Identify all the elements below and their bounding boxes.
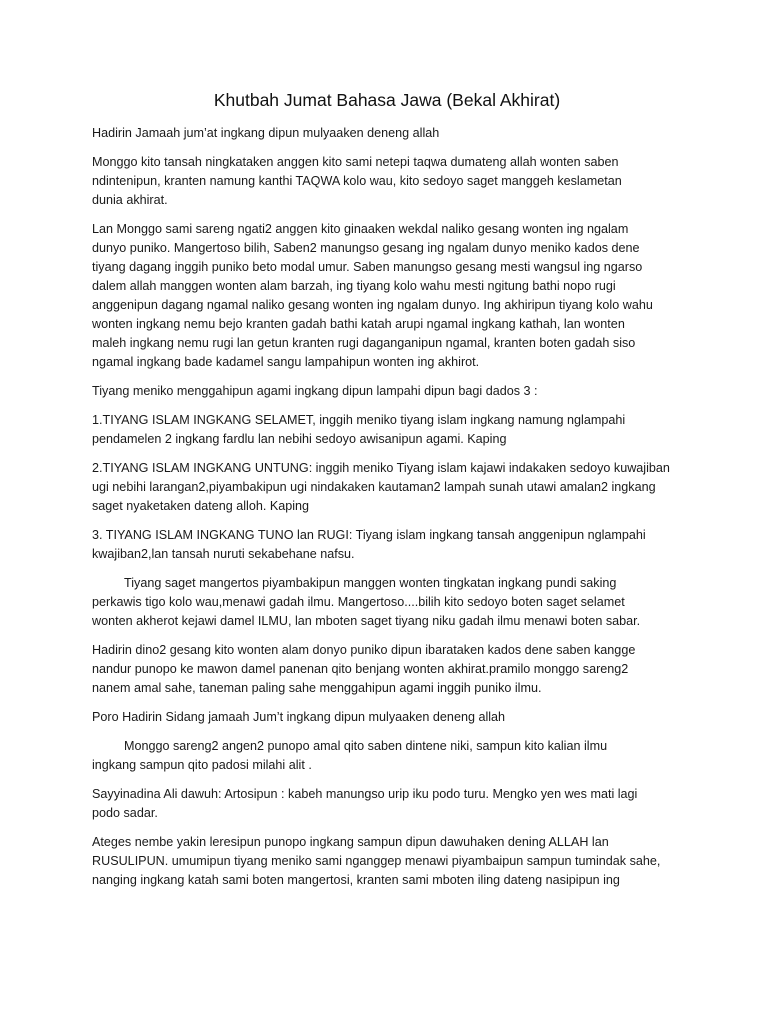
paragraph-type-selamet: 1.TIYANG ISLAM INGKANG SELAMET, inggih meniko tiyang islam ingkang namung nglampahi pendamelen 2 ingkang fardlu lan nebihi sedoyo awisanipun agami. Kaping (92, 413, 626, 446)
paragraph-amal-reflection: Monggo sareng2 angen2 punopo amal qito saben dintene niki, sampun kito kalian ilmu ingkang sampun qito padosi milahi alit . (92, 739, 608, 772)
paragraph-trade-analogy: Lan Monggo sami sareng ngati2 anggen kito ginaaken wekdal naliko gesang wonten ing ngalam dunyo puniko. Mangertoso bilih, Saben2 manungso gesang ing ngalam dunyo meniko kados dene tiyang dagang inggih puniko beto modal umur. Saben manungso gesang mesti wangsul ing ngarso dalem allah manggen wonten alam barzah, ing tiyang kolo wahu mesti ngitung bathi nopo rugi anggenipun dagang ngamal naliko gesang wonten ing ngalam dunyo. Ing akhiripun tiyang kolo wahu wonten ingkang nemu bejo kranten gadah bathi katah arupi ngamal ingkang kathah, lan wonten maleh ingkang nemu rugi lan getun kranten rugi daganganipun ngamal, kranten boten gadah siso ngamal ingkang bade kadamel sangu lampahipun wonten ing akhirot. (92, 222, 653, 369)
paragraph-three-types-intro: Tiyang meniko menggahipun agami ingkang dipun lampahi dipun bagi dados 3 : (92, 384, 538, 398)
paragraph-taqwa: Monggo kito tansah ningkataken anggen kito sami netepi taqwa dumateng allah wonten saben ndintenipun, kranten namung kanthi TAQWA kolo wau, kito sedoyo saget manggeh keslametan dunia akhirat. (92, 155, 622, 207)
paragraph-greeting: Hadirin Jamaah jum’at ingkang dipun mulyaaken deneng allah (92, 126, 440, 140)
document-title: Khutbah Jumat Bahasa Jawa (Bekal Akhirat) (213, 90, 561, 110)
paragraph-ali-quote: Sayyinadina Ali dawuh: Artosipun : kabeh manungso urip iku podo turu. Mengko yen wes mati lagi podo sadar. (92, 787, 638, 820)
document-body (92, 88, 682, 900)
paragraph-hadirin-address: Poro Hadirin Sidang jamaah Jum’t ingkang dipun mulyaaken deneng allah (92, 710, 506, 724)
paragraph-closing: Ateges nembe yakin leresipun punopo ingkang sampun dipun dawuhaken dening ALLAH lan RUSULIPUN. umumipun tiyang meniko sami nganggep menawi piyambaipun sampun tumindak sahe, nanging ingkang katah sami boten mangertosi, kranten sami mboten iling dateng nasipipun ing (92, 835, 661, 887)
paragraph-type-untung: 2.TIYANG ISLAM INGKANG UNTUNG: inggih meniko Tiyang islam kajawi indakaken sedoyo kuwajiban ugi nebihi larangan2,piyambakipun ugi nindakaken kautaman2 lampah sunah utawi amalan2 ingkang saget nyaketaken dateng alloh. Kaping (92, 461, 670, 513)
paragraph-ilmu: Tiyang saget mangertos piyambakipun manggen wonten tingkatan ingkang pundi saking perkawis tigo kolo wau,menawi gadah ilmu. Mangertoso....bilih kito sedoyo boten saget selamet wonten akherot kejawi damel ILMU, lan mboten saget tiyang niku gadah ilmu menawi boten sabar. (92, 576, 641, 628)
paragraph-type-tuno: 3. TIYANG ISLAM INGKANG TUNO lan RUGI: Tiyang islam ingkang tansah anggenipun nglampahi kwajiban2,lan tansah nuruti sekabehane nafsu. (92, 528, 646, 561)
paragraph-nandur: Hadirin dino2 gesang kito wonten alam donyo puniko dipun ibarataken kados dene saben kangge nandur punopo ke mawon damel panenan qito benjang wonten akhirat.pramilo monggo sareng2 nanem amal sahe, taneman paling sahe menggahipun agami inggih puniko ilmu. (92, 643, 636, 695)
